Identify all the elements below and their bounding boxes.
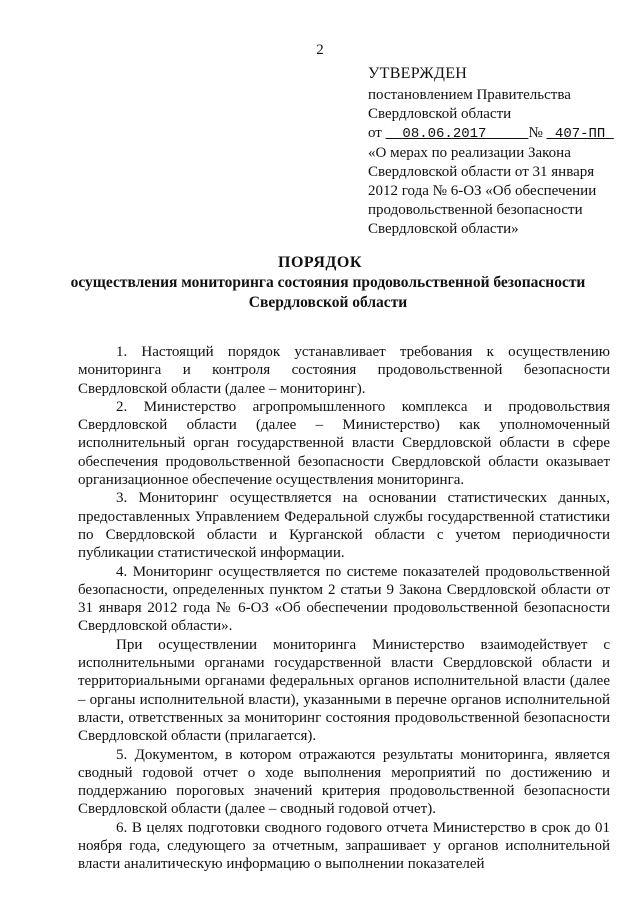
subtitle-line-2: Свердловской области: [248, 294, 408, 311]
approval-line-1: постановлением Правительства: [368, 87, 571, 103]
approval-stamp: УТВЕРЖДЕН: [368, 65, 468, 82]
paragraph-5: 5. Документом, в котором отражаются результаты мониторинга, является сводный годовой отчет о ходе выполнения мероприятий по достижению и поддержанию пороговых значений критерия продовольственной безопасности Свердловской области (далее – сводный годовой отчет).: [78, 746, 610, 818]
paragraph-4-continued: При осуществлении мониторинга Министерство взаимодействует с исполнительными органами государственной власти Свердловской области и территориальными органами федеральных органов исполнительной власти (далее – органы исполнительной власти), указанными в перечне органов исполнительной власти, ответственных за мониторинг состояния продовольственной безопасности Свердловской области (прилагается).: [78, 636, 610, 745]
document-subtitle: [50, 273, 606, 313]
page-number: 2: [316, 42, 324, 58]
approval-number: 407-ПП: [554, 126, 606, 142]
approval-line-6: 2012 года № 6-ОЗ «Об обеспечении: [368, 183, 597, 199]
approval-number-prefix: №: [528, 125, 543, 141]
approval-line-4: «О мерах по реализации Закона: [368, 145, 571, 161]
paragraph-3: 3. Мониторинг осуществляется на основании статистических данных, предоставленных Управлением Федеральной службы государственной статистики по Свердловской области и Курганской области с учетом периодичности публикации статистической информации.: [78, 490, 610, 562]
approval-date-prefix: от: [368, 125, 382, 141]
paragraph-2: 2. Министерство агропромышленного комплекса и продовольствия Свердловской области (далее – Министерство) как уполномоченный исполнительный орган государственной власти Свердловской области в сфере обеспечения продовольственной безопасности Свердловской области оказывает организационное обеспечение осуществления мониторинга.: [78, 398, 610, 489]
paragraph-6: 6. В целях подготовки сводного годового отчета Министерство в срок до 01 ноября года, следующего за отчетным, запрашивает у органов исполнительной власти аналитическую информацию о выполнении показателей: [78, 819, 610, 873]
approval-block: [368, 64, 636, 239]
approval-date-line: [368, 124, 636, 144]
approval-line-2: Свердловской области: [368, 106, 512, 122]
approval-date: 08.06.2017: [402, 126, 487, 142]
approval-line-7: продовольственной безопасности: [368, 202, 583, 218]
paragraph-1: 1. Настоящий порядок устанавливает требования к осуществлению мониторинга и контроля состояния продовольственной безопасности Свердловской области (далее – мониторинг).: [78, 344, 610, 397]
approval-line-5: Свердловской области от 31 января: [368, 164, 595, 180]
subtitle-line-1: осуществления мониторинга состояния продовольственной безопасности: [70, 274, 586, 291]
paragraph-4: 4. Мониторинг осуществляется по системе показателей продовольственной безопасности, определенных пунктом 2 статьи 9 Закона Свердловской области от 31 января 2012 года № 6-ОЗ «Об обеспечении продовольственной безопасности Свердловской области».: [78, 563, 610, 635]
document-body: [78, 343, 610, 874]
approval-line-8: Свердловской области»: [368, 221, 519, 237]
document-title: ПОРЯДОК: [278, 254, 362, 271]
